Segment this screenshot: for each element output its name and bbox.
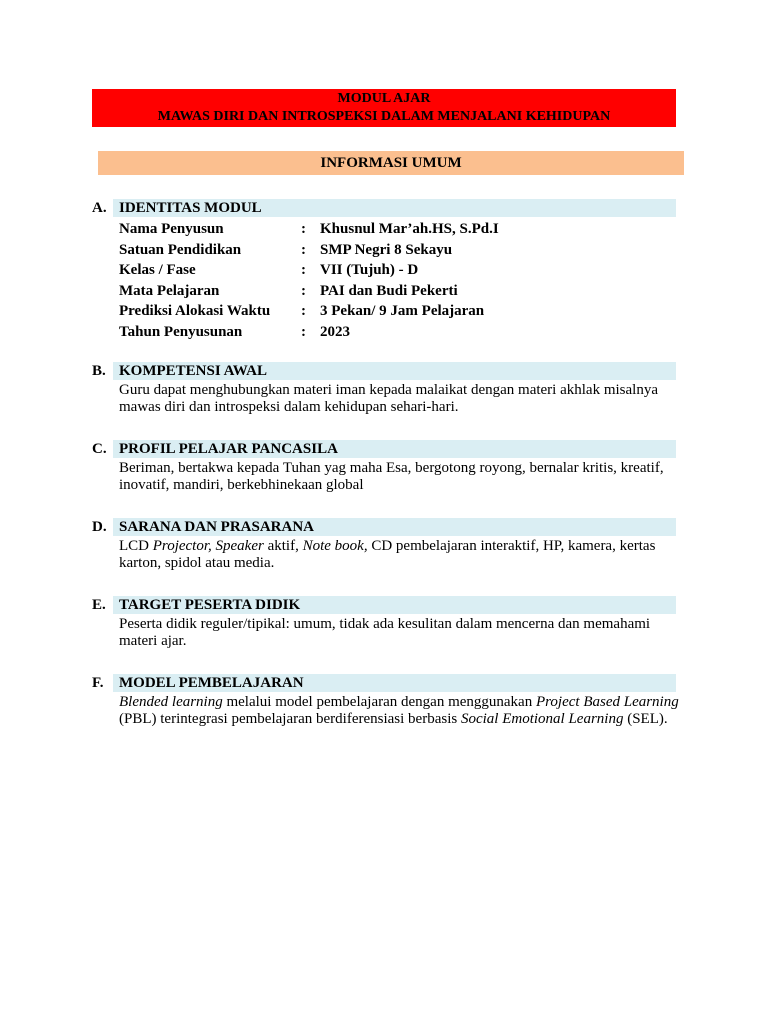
text-run: LCD [119, 538, 153, 554]
section-header [92, 199, 676, 217]
identity-row [119, 219, 676, 240]
identity-colon: : [301, 241, 306, 258]
identity-value: 3 Pekan/ 9 Jam Pelajaran [320, 303, 485, 319]
identity-colon: : [301, 303, 306, 319]
section-text: Guru dapat menghubungkan materi iman kepada malaikat dengan materi akhlak misalnya mawas diri dan introspeksi dalam kehidupan sehari-hari. [119, 382, 658, 415]
section-text: Beriman, bertakwa kepada Tuhan yag maha Esa, bergotong royong, bernalar kritis, kreatif, inovatif, mandiri, berkebhinekaan global [119, 460, 664, 493]
section-header [92, 362, 676, 380]
section-heading: TARGET PESERTA DIDIK [119, 597, 301, 613]
text-run: (SEL). [623, 711, 668, 727]
identity-table [119, 219, 676, 342]
section-target [92, 596, 676, 650]
section-text [119, 694, 679, 728]
identity-label: Kelas / Fase [119, 262, 196, 278]
section-letter: C. [92, 441, 107, 457]
identity-row [119, 322, 676, 343]
identity-row [119, 281, 676, 302]
section-header [92, 596, 676, 614]
identity-label: Prediksi Alokasi Waktu [119, 303, 271, 319]
text-run-italic: Projector, Speaker [152, 538, 264, 554]
section-header [92, 518, 676, 536]
section-letter: F. [92, 675, 104, 691]
text-run: melalui model pembelajaran dengan menggunakan [222, 694, 536, 710]
section-letter: B. [92, 363, 106, 379]
identity-label: Tahun Penyusunan [119, 323, 243, 340]
text-run: CD pembelajaran interaktif, HP, kamera, kertas karton, spidol atau media. [119, 538, 656, 571]
section-heading: SARANA DAN PRASARANA [119, 519, 315, 535]
identity-row [119, 240, 676, 261]
info-umum-banner: INFORMASI UMUM [98, 151, 684, 175]
section-text [119, 538, 679, 572]
identity-value: VII (Tujuh) - D [320, 262, 419, 278]
text-run-italic: Blended learning [119, 694, 223, 710]
identity-value: PAI dan Budi Pekerti [320, 282, 458, 299]
section-heading: KOMPETENSI AWAL [119, 363, 267, 379]
text-run-italic: Social Emotional Learning [460, 711, 624, 727]
identity-value: 2023 [320, 323, 350, 340]
module-title-line2: MAWAS DIRI DAN INTROSPEKSI DALAM MENJALANI KEHIDUPAN [157, 109, 611, 124]
text-run: aktif, [263, 538, 303, 554]
section-identitas [92, 199, 676, 342]
text-run-italic: Project Based Learning [535, 694, 679, 710]
text-run: (PBL) terintegrasi pembelajaran berdiferensiasi berbasis [119, 711, 461, 727]
section-model [92, 674, 679, 728]
section-kompetensi [92, 362, 676, 416]
section-sarana [92, 518, 676, 572]
identity-row [119, 260, 676, 281]
identity-colon: : [301, 282, 306, 299]
section-letter: E. [92, 597, 106, 613]
section-profil [92, 440, 676, 494]
text-run-italic: Note book, [302, 538, 368, 554]
identity-colon: : [301, 323, 306, 340]
identity-row [119, 301, 676, 322]
identity-colon: : [301, 262, 306, 278]
identity-colon: : [301, 221, 306, 237]
module-title-banner [92, 89, 676, 127]
section-header [92, 440, 676, 458]
section-letter: A. [92, 200, 107, 216]
section-letter: D. [92, 519, 107, 535]
section-heading: IDENTITAS MODUL [119, 200, 262, 216]
module-title-line1: MODUL AJAR [337, 91, 431, 106]
section-header [92, 674, 676, 692]
section-heading: PROFIL PELAJAR PANCASILA [119, 441, 338, 457]
section-heading: MODEL PEMBELAJARAN [119, 675, 304, 691]
identity-label: Mata Pelajaran [119, 282, 220, 299]
identity-value: SMP Negri 8 Sekayu [320, 241, 453, 258]
section-text: Peserta didik reguler/tipikal: umum, tidak ada kesulitan dalam mencerna dan memahami materi ajar. [119, 616, 651, 649]
identity-value: Khusnul Mar’ah.HS, S.Pd.I [320, 221, 499, 237]
identity-label: Nama Penyusun [119, 221, 224, 237]
identity-label: Satuan Pendidikan [119, 241, 242, 258]
